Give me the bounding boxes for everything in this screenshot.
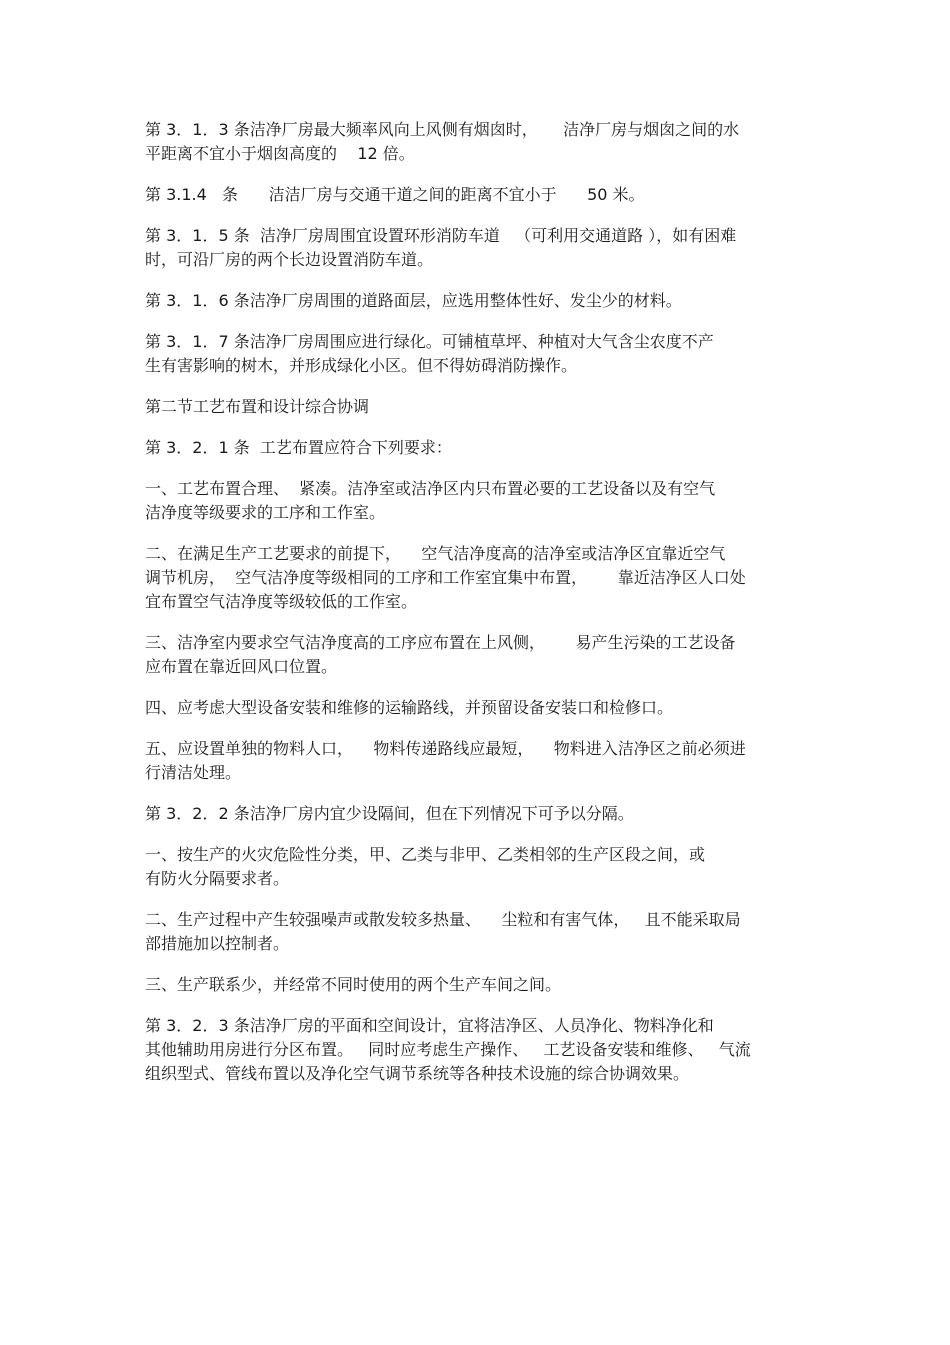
paragraph bbox=[145, 330, 810, 378]
text-line: 部措施加以控制者。 bbox=[145, 934, 290, 953]
text-line: 一、按生产的火灾危险性分类，甲、乙类与非甲、乙类相邻的生产区段之间，或 bbox=[145, 845, 706, 864]
text-line: 第 3．1．3 条洁净厂房最大频率风向上风侧有烟囱时， 洁净厂房与烟囱之间的水 bbox=[145, 120, 740, 139]
document-body bbox=[145, 118, 810, 1103]
text-line: 二、生产过程中产生较强噪声或散发较多热量、 尘粒和有害气体， 且不能采取局 bbox=[145, 910, 741, 929]
text-line: 应布置在靠近回风口位置。 bbox=[145, 657, 338, 676]
text-line: 第 3．1．5 条 洁净厂房周围宜设置环形消防车道 （可利用交通道路 ），如有困难 bbox=[145, 226, 737, 245]
paragraph bbox=[145, 436, 810, 460]
text-line: 第 3．1．6 条洁净厂房周围的道路面层，应选用整体性好、发尘少的材料。 bbox=[145, 291, 682, 310]
text-line: 有防火分隔要求者。 bbox=[145, 869, 290, 888]
text-line: 组织型式、管线布置以及净化空气调节系统等各种技术设施的综合协调效果。 bbox=[145, 1064, 690, 1083]
paragraph bbox=[145, 289, 810, 313]
text-line: 第二节工艺布置和设计综合协调 bbox=[145, 397, 370, 416]
paragraph bbox=[145, 631, 810, 679]
paragraph bbox=[145, 542, 810, 614]
text-line: 第 3．2．2 条洁净厂房内宜少设隔间，但在下列情况下可予以分隔。 bbox=[145, 804, 634, 823]
text-line: 二、在满足生产工艺要求的前提下， 空气洁净度高的洁净室或洁净区宜靠近空气 bbox=[145, 544, 726, 563]
text-line: 平距离不宜小于烟囱高度的 12 倍。 bbox=[145, 144, 415, 163]
text-line: 生有害影响的树木，并形成绿化小区。但不得妨碍消防操作。 bbox=[145, 356, 578, 375]
text-line: 三、生产联系少，并经常不同时使用的两个生产车间之间。 bbox=[145, 975, 562, 994]
text-line: 第 3．2．3 条洁净厂房的平面和空间设计，宜将洁净区、人员净化、物料净化和 bbox=[145, 1016, 714, 1035]
text-line: 调节机房， 空气洁净度等级相同的工序和工作室宜集中布置， 靠近洁净区人口处 bbox=[145, 568, 746, 587]
text-line: 第 3．2．1 条 工艺布置应符合下列要求： bbox=[145, 438, 452, 457]
paragraph bbox=[145, 1014, 810, 1086]
paragraph bbox=[145, 477, 810, 525]
paragraph bbox=[145, 973, 810, 997]
paragraph bbox=[145, 843, 810, 891]
text-line: 三、洁净室内要求空气洁净度高的工序应布置在上风侧， 易产生污染的工艺设备 bbox=[145, 633, 736, 652]
paragraph bbox=[145, 224, 810, 272]
text-line: 四、应考虑大型设备安装和维修的运输路线，并预留设备安装口和检修口。 bbox=[145, 698, 674, 717]
paragraph bbox=[145, 908, 810, 956]
paragraph bbox=[145, 118, 810, 166]
text-line: 时，可沿厂房的两个长边设置消防车道。 bbox=[145, 250, 434, 269]
text-line: 行清洁处理。 bbox=[145, 763, 242, 782]
paragraph bbox=[145, 183, 810, 207]
text-line: 第 3．1．7 条洁净厂房周围应进行绿化。可铺植草坪、种植对大气含尘农度不产 bbox=[145, 332, 714, 351]
text-line: 洁净度等级要求的工序和工作室。 bbox=[145, 503, 386, 522]
text-line: 宜布置空气洁净度等级较低的工作室。 bbox=[145, 592, 418, 611]
text-line: 一、工艺布置合理、 紧凑。洁净室或洁净区内只布置必要的工艺设备以及有空气 bbox=[145, 479, 716, 498]
text-line: 其他辅助用房进行分区布置。 同时应考虑生产操作、 工艺设备安装和维修、 气流 bbox=[145, 1040, 751, 1059]
paragraph bbox=[145, 395, 810, 419]
paragraph bbox=[145, 737, 810, 785]
text-line: 五、应设置单独的物料人口， 物料传递路线应最短， 物料进入洁净区之前必须进 bbox=[145, 739, 746, 758]
text-line: 第 3.1.4 条 洁洁厂房与交通干道之间的距离不宜小于 50 米。 bbox=[145, 185, 645, 204]
paragraph bbox=[145, 696, 810, 720]
paragraph bbox=[145, 802, 810, 826]
